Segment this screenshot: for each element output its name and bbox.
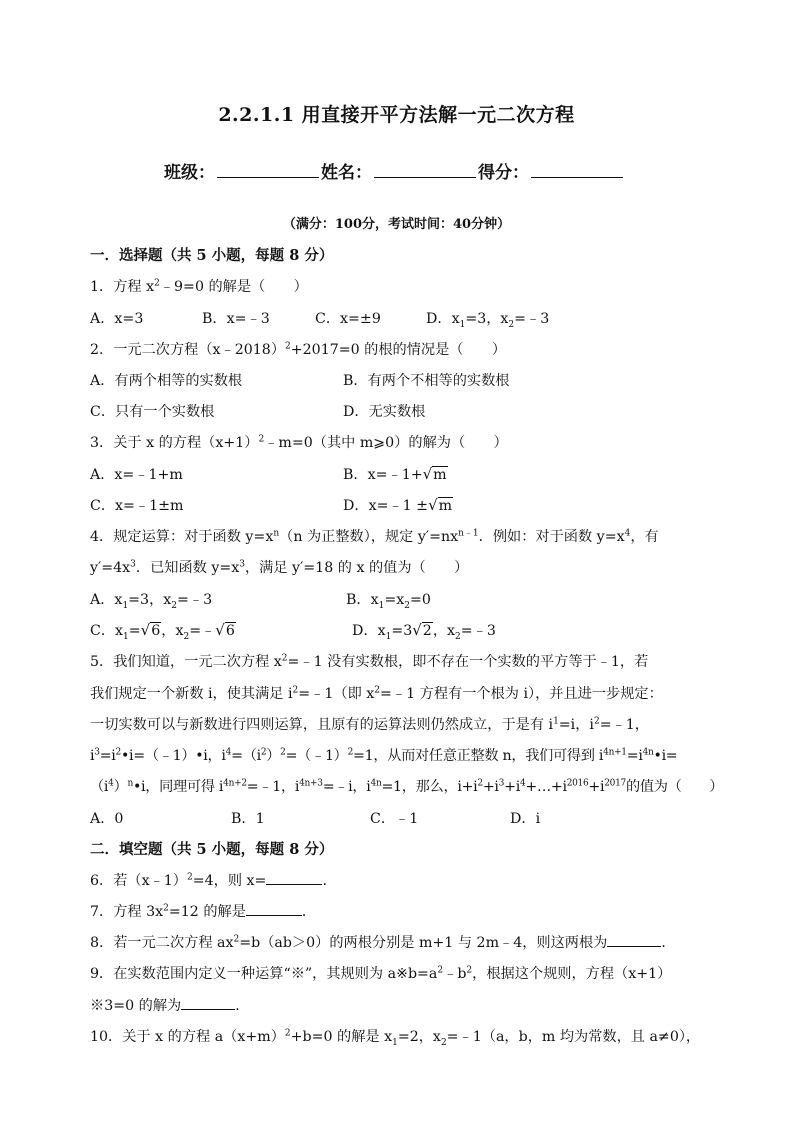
page-title: 2.2.1.1 用直接开平方法解一元二次方程: [218, 104, 575, 126]
q5-option-a: A．0: [90, 811, 124, 827]
q3-option-b: B．x=﹣1+√m: [343, 465, 447, 483]
q5-option-d: D．i: [510, 811, 541, 827]
score-blank: [531, 159, 623, 178]
q2-option-b: B．有两个不相等的实数根: [343, 373, 510, 389]
q7-answer-blank: [246, 901, 302, 916]
q2-option-d: D．无实数根: [343, 404, 426, 420]
q5-stem-line5: $(i^4)^n•i$，同理可得 $i^{4n+2}=﹣1$，$i^{4n+3}=﹣i$，$i^{4n}=1$，那么，$i+i^2+i^3+i^4+\dots+i^{2016}+i^{2017}$的值为（ ）: [90, 778, 724, 795]
q4-stem-line1: 4．规定运算：对于函数 $y=x^n(n$ 为正整数），规定 $y'=nx^{n﹣1}$．例如：对于函数 $y=x^4$，有: [90, 528, 659, 545]
section1-heading: 一．选择题（共 5 小题，每题 8 分）: [90, 247, 334, 264]
sqrt-6: √6: [140, 621, 161, 639]
q1-stem: 1．方程 $x^2﹣9=0$ 的解是（ ）: [90, 278, 308, 295]
q10: 10．关于 x 的方程 $a(x+m)^2+b=0$ 的解是 $x_1=2$，$x_2=﹣1(a$，b，m 均为常数，且 a≠0），: [90, 1028, 701, 1048]
q9-line1: 9．在实数范围内定义一种运算“※”，其规则为 $a※b=a^2﹣b^2$，根据这个规则，方程（x+1）: [90, 965, 672, 982]
q1-option-d: D．$x_1=3$，$x_2=﹣3$: [426, 311, 550, 330]
q8: 8．若一元二次方程 $ax^2=b(ab>0)$的两根分别是 m+1 与 2m﹣4，则这两根为 ．: [90, 932, 676, 952]
name-blank: [374, 159, 476, 178]
q8-answer-blank: [607, 932, 661, 947]
score-label: 得分：: [478, 163, 529, 183]
q1-option-a: A．x=3: [90, 311, 144, 327]
q3-option-a: A．x=﹣1+m: [90, 467, 183, 483]
q1-option-b: B．x=﹣3: [202, 311, 270, 327]
q5-option-c: C．﹣1: [370, 811, 419, 827]
q2-option-a: A．有两个相等的实数根: [90, 373, 243, 389]
section2-heading: 二．填空题（共 5 小题，每题 8 分）: [90, 841, 334, 858]
q9-line2: ※3=0 的解为 ．: [90, 995, 249, 1015]
q6-answer-blank: [266, 870, 322, 885]
sqrt-m: √m: [422, 465, 447, 483]
q5-stem-line1: 5．我们知道，一元二次方程 $x^2=﹣1$ 没有实数根，即不存在一个实数的平方等于﹣1，若: [90, 653, 649, 670]
class-label: 班级：: [164, 163, 215, 183]
q9-answer-blank: [181, 995, 235, 1010]
q4-stem-line2: $y'=4x^3$．已知函数 $y=x^3$，满足 y′=18 的 x 的值为（ ）: [90, 559, 469, 576]
sqrt-m: √m: [428, 496, 453, 514]
q3-stem: 3．关于 x 的方程$(x+1)^2﹣m=0$（其中 m⩾0）的解为（ ）: [90, 434, 508, 451]
exam-note: （满分：100分，考试时间：40分钟）: [282, 217, 511, 232]
q6: 6．若（x﹣1）$^2$=4，则 x= ．: [90, 870, 337, 890]
q7: 7．方程 $3x^2=12$ 的解是 ．: [90, 901, 316, 921]
q5-option-b: B．1: [231, 811, 265, 827]
q4-option-a: A．$x_1=3$，$x_2=﹣3$: [90, 592, 213, 611]
q5-stem-line4: $i^3=i^2•i=(﹣1)•i$，$i^4=(i^2)^2=(﹣1)^2=1$，从而对任意正整数 n，我们可得到 $i^{4n+1}=i^{4n}•i=$: [90, 747, 678, 764]
q2-stem: 2．一元二次方程（x﹣2018）$^2$+2017=0 的根的情况是（ ）: [90, 341, 507, 358]
q1-option-c: C．x=±9: [315, 311, 381, 327]
q3-option-c: C．x=﹣1±m: [90, 498, 184, 514]
student-info-row: [164, 158, 625, 183]
q5-stem-line3: 一切实数可以与新数进行四则运算，且原有的运算法则仍然成立，于是有 $i^1=i$，$i^2=﹣1$，: [90, 716, 649, 733]
class-blank: [217, 159, 319, 178]
q2-option-c: C．只有一个实数根: [90, 404, 215, 420]
q5-stem-line2: 我们规定一个新数 i，使其满足 $i^2=﹣1$（即 $x^2=﹣1$ 方程有一个根为 i），并且进一步规定：: [90, 685, 663, 702]
sqrt-2: √2: [412, 621, 432, 639]
q4-option-d: D．$x_1=3√2$，$x_2=﹣3$: [352, 621, 496, 642]
name-label: 姓名：: [321, 163, 372, 183]
q4-option-c: C．$x_1=√6$，$x_2=﹣√6$: [90, 621, 235, 642]
sqrt-6: √6: [215, 621, 235, 639]
q4-option-b: B．$x_1=x_2=0$: [346, 592, 431, 611]
q3-option-d: D．x=﹣1 ±√m: [343, 496, 453, 514]
